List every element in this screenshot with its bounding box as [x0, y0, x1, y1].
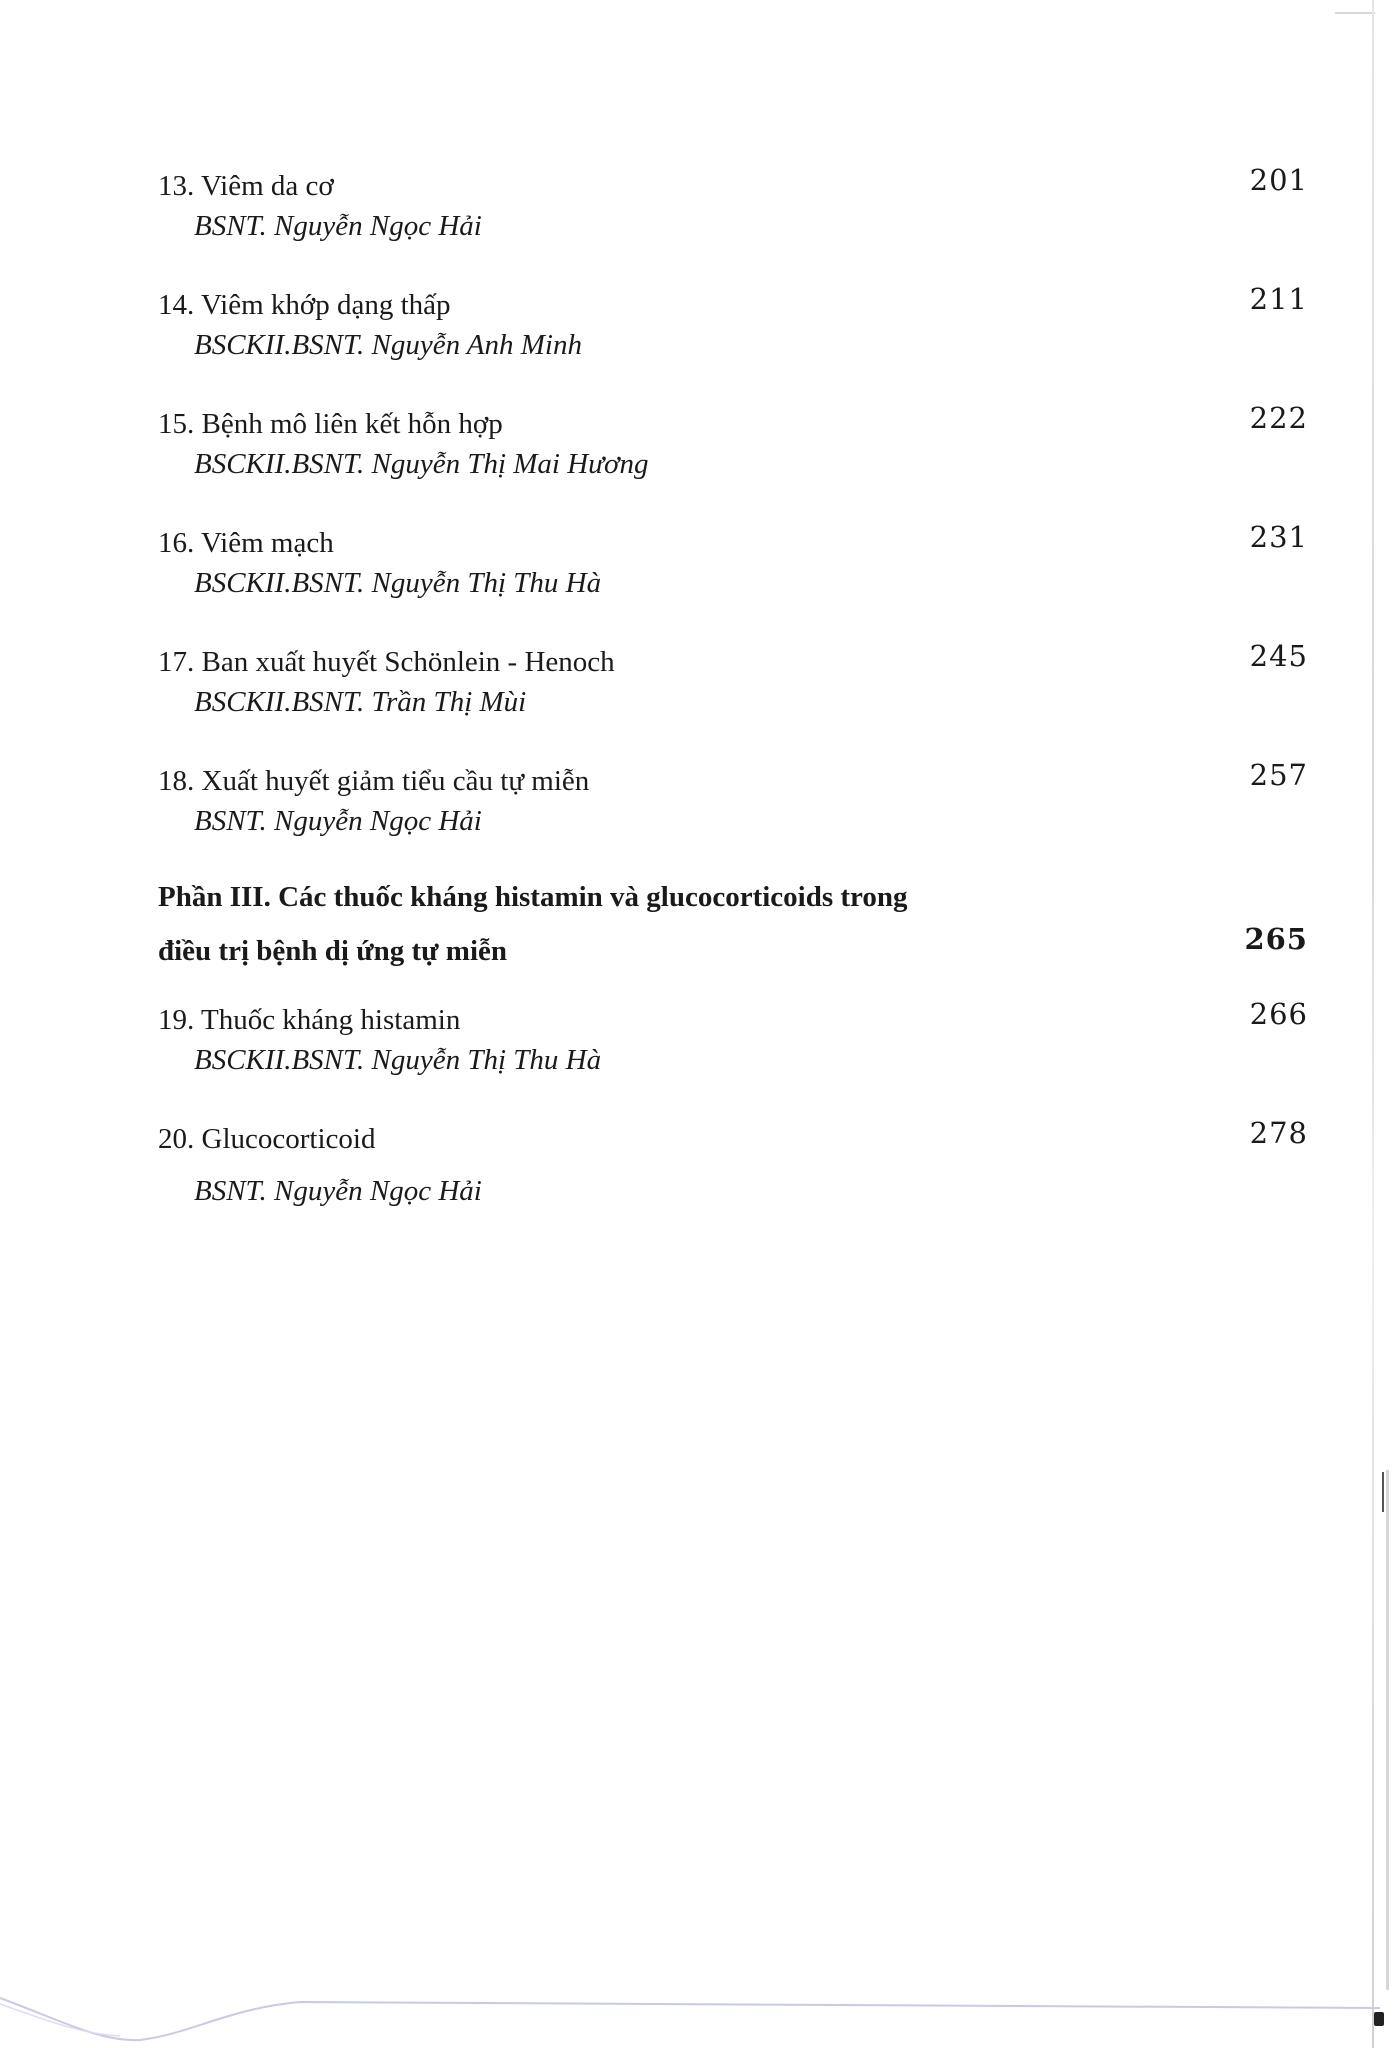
toc-entry-title: 19. Thuốc kháng histamin: [158, 1004, 461, 1036]
toc-entry-page: 231: [1249, 520, 1308, 554]
toc-entry-title: 17. Ban xuất huyết Schönlein - Henoch: [158, 646, 615, 678]
part-heading-line1: Phần III. Các thuốc kháng histamin và glucocorticoids trong: [158, 881, 908, 913]
toc-entry-author: BSCKII.BSNT. Nguyễn Anh Minh: [194, 329, 582, 361]
scan-bottom-edge: [0, 1990, 1399, 2048]
toc-entry-page: 257: [1249, 758, 1308, 792]
toc-entry-author: BSNT. Nguyễn Ngọc Hải: [194, 805, 482, 837]
part-heading-line2: điều trị bệnh dị ứng tự miễn: [158, 935, 508, 967]
toc-entry-title: 16. Viêm mạch: [158, 527, 334, 559]
toc-entry-page: 245: [1249, 639, 1308, 673]
toc-entry-title: 14. Viêm khớp dạng thấp: [158, 289, 451, 321]
toc-entry-title: 15. Bệnh mô liên kết hỗn hợp: [158, 408, 503, 440]
toc-entry-author: BSNT. Nguyễn Ngọc Hải: [194, 1175, 482, 1207]
scan-page-edge: [1372, 0, 1374, 2048]
toc-entry-page: 211: [1249, 282, 1308, 316]
toc-entry-page: 201: [1249, 163, 1308, 197]
part-page: 265: [1244, 922, 1308, 956]
toc-entry-title: 18. Xuất huyết giảm tiểu cầu tự miễn: [158, 765, 590, 797]
toc-entry-author: BSNT. Nguyễn Ngọc Hải: [194, 210, 482, 242]
toc-entry-page: 278: [1249, 1116, 1308, 1150]
toc-entry-author: BSCKII.BSNT. Nguyễn Thị Mai Hương: [194, 448, 649, 480]
toc-entry-page: 266: [1249, 997, 1308, 1031]
scan-edge-mark: [1335, 12, 1375, 14]
toc-entry-page: 222: [1249, 401, 1308, 435]
toc-entry-author: BSCKII.BSNT. Trần Thị Mùi: [194, 686, 527, 718]
toc-entry-author: BSCKII.BSNT. Nguyễn Thị Thu Hà: [194, 567, 602, 599]
scan-page-edge: [1386, 1470, 1389, 1990]
toc-entry-title: 20. Glucocorticoid: [158, 1123, 376, 1155]
toc-entry-title: 13. Viêm da cơ: [158, 170, 334, 202]
scan-edge-mark: [1382, 1472, 1384, 1512]
toc-entry-author: BSCKII.BSNT. Nguyễn Thị Thu Hà: [194, 1044, 602, 1076]
